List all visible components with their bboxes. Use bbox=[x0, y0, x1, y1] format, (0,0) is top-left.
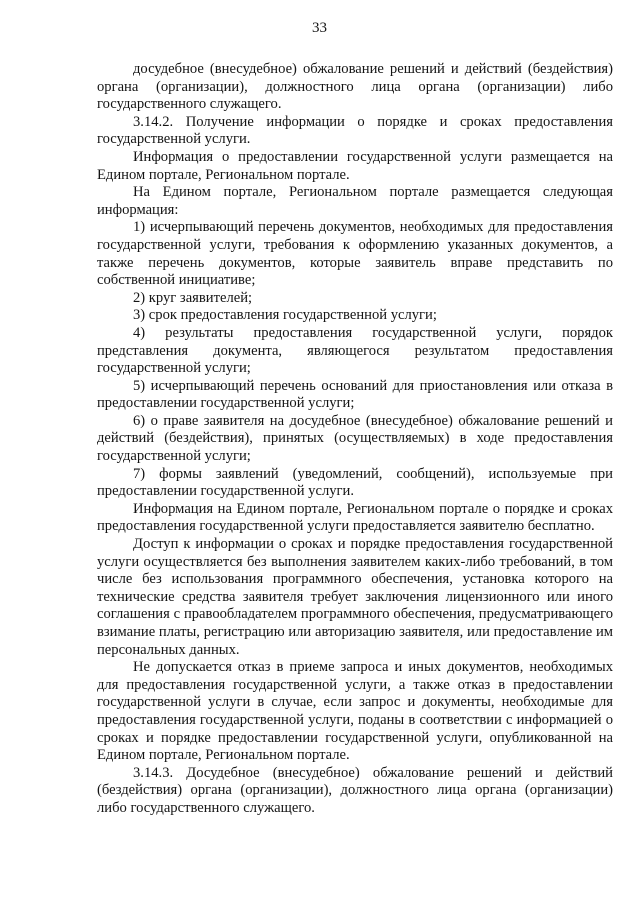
page-number: 33 bbox=[312, 20, 327, 36]
list-item: 4) результаты предоставления государственной услуги, порядок представления документа, являющегося результатом предоставления государственной услуги; bbox=[97, 324, 613, 377]
list-item: 5) исчерпывающий перечень оснований для приостановления или отказа в предоставлении государственной услуги; bbox=[97, 377, 613, 412]
paragraph: Не допускается отказ в приеме запроса и иных документов, необходимых для предоставления государственной услуги, а также отказ в предоставлении государственной услуги в случае, если запрос и документы, необходимые для предоставления государственной услуги, поданы в соответствии с информацией о сроках и порядке предоставлении государственной услуги, опубликованной на Едином портале, Региональном портале. bbox=[97, 659, 613, 764]
list-item: 1) исчерпывающий перечень документов, необходимых для предоставления государственной услуги, требования к оформлению указанных документов, а также перечень документов, которые заявитель вправе представить по собственной инициативе; bbox=[97, 219, 613, 289]
list-item: 7) формы заявлений (уведомлений, сообщений), используемые при предоставлении государственной услуги. bbox=[97, 465, 613, 500]
paragraph: На Едином портале, Региональном портале размещается следующая информация: bbox=[97, 184, 613, 218]
list-item: 2) круг заявителей; bbox=[133, 289, 253, 306]
list-item: 3) срок предоставления государственной услуги; bbox=[133, 307, 437, 324]
document-body bbox=[97, 61, 613, 818]
paragraph: Доступ к информации о сроках и порядке предоставления государственной услуги осуществляется без выполнения заявителем каких-либо требований, в том числе без использования программного обеспечения, установка которого на технические средства заявителя требует заключения лицензионного или иного соглашения с правообладателем программного обеспечения, предусматривающего взимание платы, регистрацию или авторизацию заявителя, или предоставление им персональных данных. bbox=[97, 536, 613, 658]
list-item: 6) о праве заявителя на досудебное (внесудебное) обжалование решений и действий (бездействия), принятых (осуществляемых) в ходе предоставления государственной услуги; bbox=[97, 412, 613, 465]
paragraph-section-3-14-2-heading: 3.14.2. Получение информации о порядке и сроках предоставления государственной услуги. bbox=[97, 113, 613, 148]
paragraph: Информация о предоставлении государственной услуги размещается на Едином портале, Региональном портале. bbox=[97, 148, 613, 183]
paragraph-continuation: досудебное (внесудебное) обжалование решений и действий (бездействия) органа (организации), должностного лица органа (организации) либо государственного служащего. bbox=[97, 61, 613, 113]
paragraph-section-3-14-3-heading: 3.14.3. Досудебное (внесудебное) обжалование решений и действий (бездействия) органа (организации), должностного лица органа (организации) либо государственного служащего. bbox=[97, 764, 613, 816]
paragraph: Информация на Едином портале, Региональном портале о порядке и сроках предоставления государственной услуги предоставляется заявителю бесплатно. bbox=[97, 500, 613, 535]
